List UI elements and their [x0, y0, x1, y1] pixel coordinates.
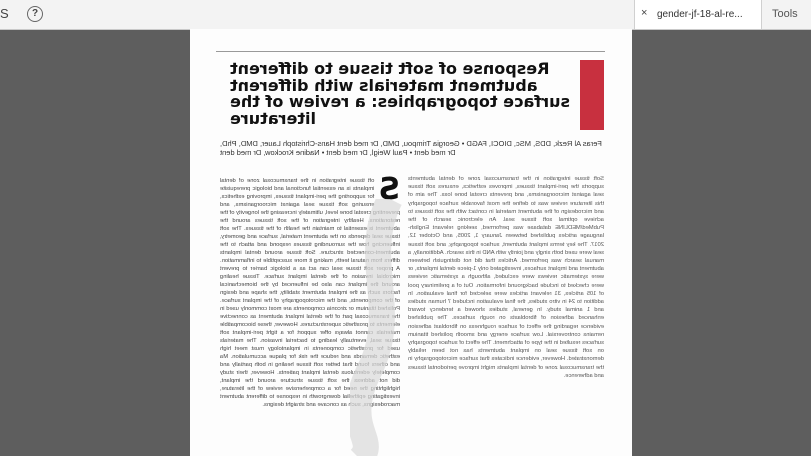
close-icon[interactable]: ×: [641, 7, 648, 19]
header-rule: [216, 51, 605, 52]
pdf-page: [190, 29, 632, 456]
watermark-graphic: [350, 199, 410, 456]
tools-menu-button[interactable]: Tools: [772, 8, 798, 20]
author-list: Feras Al Rezk, DDS, MSc, DIOCI, FAGD • Georgia Trimpou, DMD, Dr med dent Hans-Christoph Lauer, DMD, PhD, Dr med dent • Paul Weigl, Dr med dent • Nadine Krockow, Dr med dent: [220, 139, 602, 157]
viewer-toolbar: [0, 0, 811, 30]
article-title: Response of soft tissue to different abutment materials with different surface topographies: a review of the literature: [229, 59, 570, 128]
body-text: oft tissue integration in the transmucosal zone of dental implants is an essential functional and biologic prerequisite for supporting the peri-implant tissues, improving esthetics, ensuring soft tissue seal against microorganisms, and preventing crestal bone level, ultimately increasing the longevity of the restorations. Healthy integration of the soft tissues around the abutment is essential to maintain the health of the tissues. The soft tissue seal depends on the abutment material, surface and geometry, influencing how the surrounding tissues respond and attach to the abutment-connected structure. Soft tissue around dental implants differs from natural teeth, making it more susceptible to inflammation. A proper soft tissue seal can act as a biologic barrier to prevent microbial invasion of the dental implant surface. Tissue healing around the implant can also be influenced by the biomechanical factors such as the implant abutment stability, the shape and design of the components, and the microtopography of the implant surface. Polished titanium or zirconia components are most commonly used in the transmucosal part of the dental implant abutment as connective elements to prosthetic superstructures. However, these biocompatible materials cannot always offer support for a tight peri-implant soft tissue seal, eventually leading to bacterial invasion. The materials used for prosthetic components in implantology must meet high esthetic demands and reduce the risk for plaque accumulation. Ma and others found that better soft tissue healing in both partially and completely edentulous dental implant patients. However, their study did not address the soft tissue structure around the implant, highlighting the need for a comprehensive review of the literature, investigating epithelial downgrowth in response to different abutment macrodesigns, such as concave and straight designs.: [220, 178, 400, 408]
abstract-column: Soft tissue integration in the transmucosal zone of dental abutments supports the peri-implant tissues, improves esthetics, ensures soft tissue seal against microorganisms, and prevents crestal bone loss. The aim of this literature review was to define the most favorable surface topography and microdesign of the abutment material in contact with the soft tissues to achieve optimal soft tissue seal. An electronic search of the PubMed/MEDLINE database was performed, seeking relevant English-language articles published between January 1, 2005, and October 12, 2017. The key terms implant abutment, surface topography, and soft tissue seal were used both singly and jointly with AND in this search. Additionally, a manual search was performed. Articles that did not distinguish between abutment and implant surfaces, investigated only 1-piece dental implants, or were systematic reviews were excluded, although a systematic reviews were checked to include background information. Out of a preliminary pool of 105 articles, 31 relevant articles were selected for final evaluation. In addition to 24 in vitro studies, the final evaluation included 7 human studies and 1 animal study. In general, studies showed a tendency toward enhanced adhesion of fibroblasts on rough surfaces. The published evidence regarding the effect of surface roughness on fibroblast adhesion remains controversial. Low surface energy and smooth polished titanium surfaces resulted in the type of attachment. The effect of surface topography on soft tissue seal on implant abutments has not been reliably demonstrated. However, evidence indicates that surface microtopography in the transmucosal zone of dental implants might improve periodontal tissues and adherence.: [408, 176, 604, 379]
document-tab[interactable]: [634, 0, 762, 29]
tab-title: gender-jf-18-al-re...: [657, 9, 743, 20]
help-icon[interactable]: ?: [27, 6, 43, 22]
drop-cap: S: [378, 172, 400, 207]
sidebar-toggle-icon[interactable]: S: [0, 6, 9, 21]
accent-bar: [580, 60, 604, 130]
